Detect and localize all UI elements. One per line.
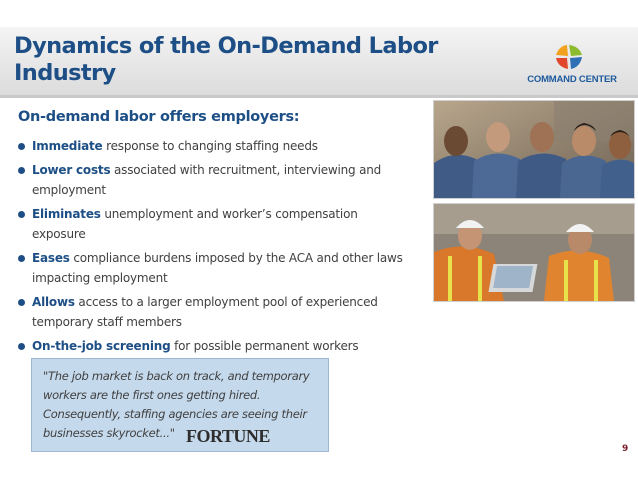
bullet-text: associated with recruitment, interviewing and employment	[32, 163, 382, 197]
bullet-item	[18, 248, 413, 288]
logo-mark-icon	[552, 42, 586, 72]
bullet-text: compliance burdens imposed by the ACA and other laws impacting employment	[32, 251, 403, 285]
bullet-item	[18, 292, 413, 332]
bullet-dot-icon	[18, 343, 25, 350]
bullet-item	[18, 160, 413, 200]
bullet-bold: Immediate	[32, 139, 103, 153]
bullet-bold: Allows	[32, 295, 75, 309]
slide-title: Dynamics of the On-Demand Labor Industry	[14, 33, 438, 86]
subtitle: On-demand labor offers employers:	[18, 109, 300, 125]
bullet-dot-icon	[18, 255, 25, 262]
bullet-text: response to changing staffing needs	[102, 139, 318, 153]
bullet-text: for possible permanent workers	[170, 339, 359, 353]
bullet-dot-icon	[18, 167, 25, 174]
bullet-bold: Eases	[32, 251, 70, 265]
bullet-dot-icon	[18, 299, 25, 306]
bullet-list	[18, 136, 413, 360]
command-center-logo	[512, 40, 632, 92]
bullet-bold: Lower costs	[32, 163, 111, 177]
logo-text: COMMAND CENTER	[527, 74, 617, 85]
quote-text: "The job market is back on track, and temporary workers are the first ones getting hired. Consequently, staffing agencies are seeing their businesses skyrocket..."	[43, 369, 310, 440]
bullet-dot-icon	[18, 211, 25, 218]
bullet-bold: Eliminates	[32, 207, 101, 221]
bullet-dot-icon	[18, 143, 25, 150]
header-divider	[0, 95, 638, 98]
workers-group-photo	[433, 100, 635, 199]
quote-box	[31, 358, 329, 452]
bullet-text: unemployment and worker’s compensation exposure	[32, 207, 358, 241]
page-number: 9	[622, 444, 629, 454]
bullet-item	[18, 204, 413, 244]
hardhat-workers-photo	[433, 203, 635, 302]
bullet-bold: On-the-job screening	[32, 339, 171, 353]
bullet-text: access to a larger employment pool of experienced temporary staff members	[32, 295, 378, 329]
bullet-item	[18, 336, 413, 356]
bullet-item	[18, 136, 413, 156]
fortune-logo: FORTUNE	[186, 426, 270, 446]
